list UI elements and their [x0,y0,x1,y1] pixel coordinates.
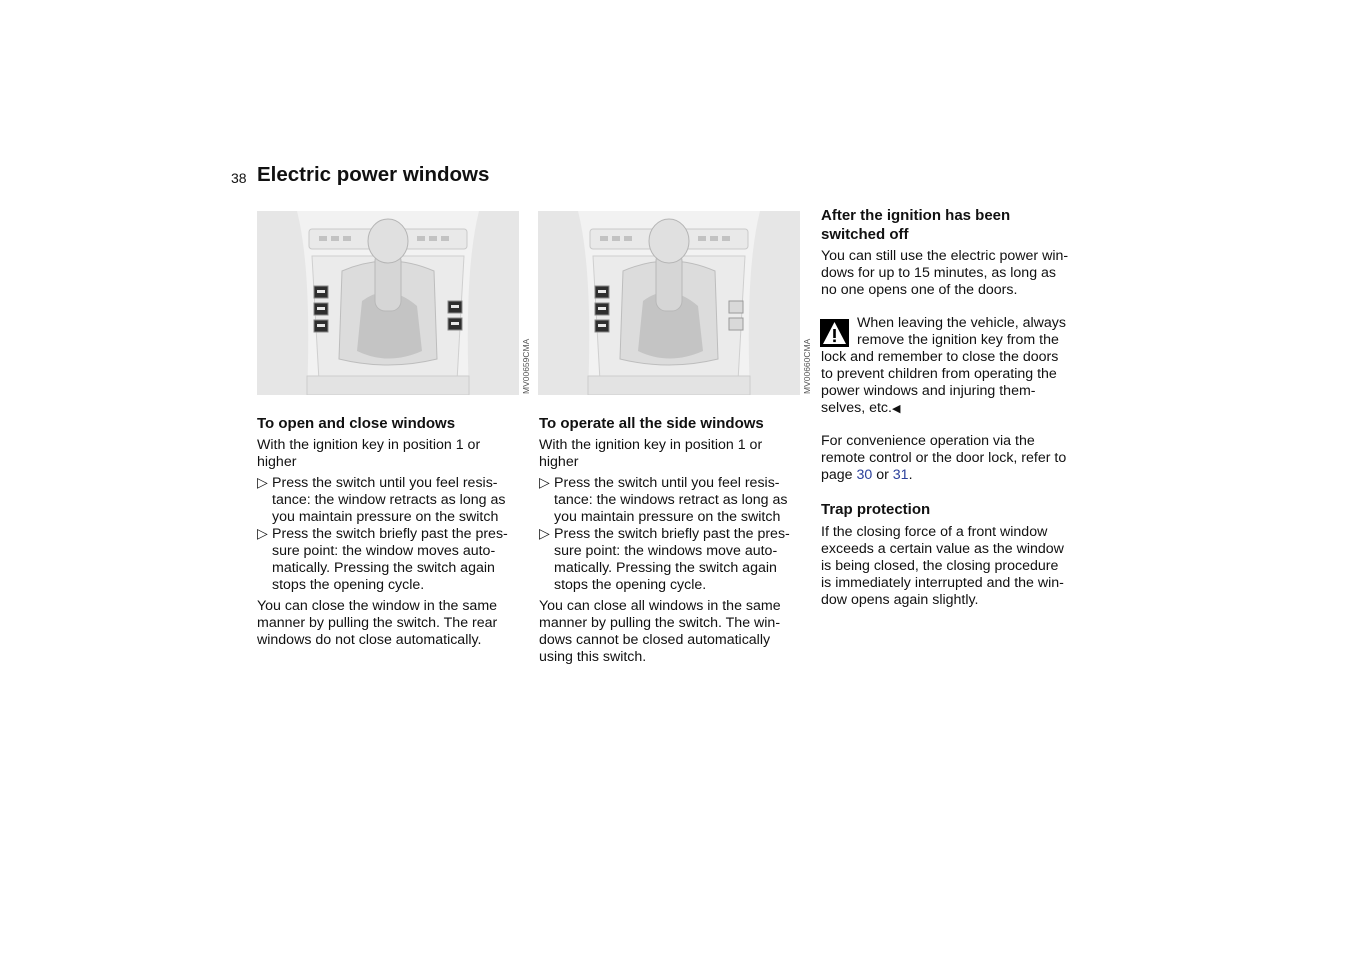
paragraph: If the closing force of a front window exceeds a certain value as the window is being closed, the closing procedure is immediately interrupted and the win- dow opens again slightly. [821,524,1064,608]
paragraph: You can close the window in the same manner by pulling the switch. The rear windows do not close automatically. [257,598,498,648]
page-number: 38 [231,170,247,186]
figure-window-switches-all [538,211,800,395]
warning-text-indented: When leaving the vehicle, always remove the ignition key from the [857,315,1066,348]
list-item: ▷ Press the switch until you feel resis- tance: the window retracts as long as you maintain pressure on the switch [257,475,506,525]
section-heading: To open and close windows [257,415,456,432]
figure-window-switches-front [257,211,519,395]
end-mark-icon: ◀ [891,402,901,415]
page-link-30[interactable]: 30 [856,466,873,483]
section-heading: Trap protection [821,501,931,518]
bullet-arrow-icon: ▷ [539,526,550,542]
bullet-arrow-icon: ▷ [539,475,550,491]
figure-code: MV00660CMA [802,338,812,394]
page-link-31[interactable]: 31 [892,466,909,483]
paragraph: For convenience operation via the remote control or the door lock, refer to page 30 or 31. [821,433,1067,483]
section-heading: To operate all the side windows [539,415,764,432]
bullet-arrow-icon: ▷ [257,526,268,542]
section-heading: After the ignition has been switched off [821,207,1011,243]
warning-text: lock and remember to close the doors to prevent children from operating the power windows and injuring them- selves, etc.◀ [821,349,1059,416]
paragraph: You can still use the electric power win- dows for up to 15 minutes, as long as no one opens one of the doors. [821,248,1069,298]
list-item: ▷ Press the switch until you feel resis- tance: the windows retract as long as you maintain pressure on the switch [539,475,788,525]
paragraph: With the ignition key in position 1 or higher [257,437,481,470]
warning-icon [820,319,849,347]
list-item: ▷ Press the switch briefly past the pres- sure point: the window moves auto- matically. Pressing the switch again stops the opening cycle. [257,526,508,593]
paragraph: You can close all windows in the same manner by pulling the switch. The win- dows cannot be closed automatically using this switch. [539,598,781,665]
bullet-arrow-icon: ▷ [257,475,268,491]
figure-code: MV00659CMA [521,338,531,394]
paragraph: With the ignition key in position 1 or higher [539,437,763,470]
page-title: Electric power windows [257,163,490,186]
list-item: ▷ Press the switch briefly past the pres- sure point: the windows move auto- matically. Pressing the switch again stops the opening cycle. [539,526,790,593]
